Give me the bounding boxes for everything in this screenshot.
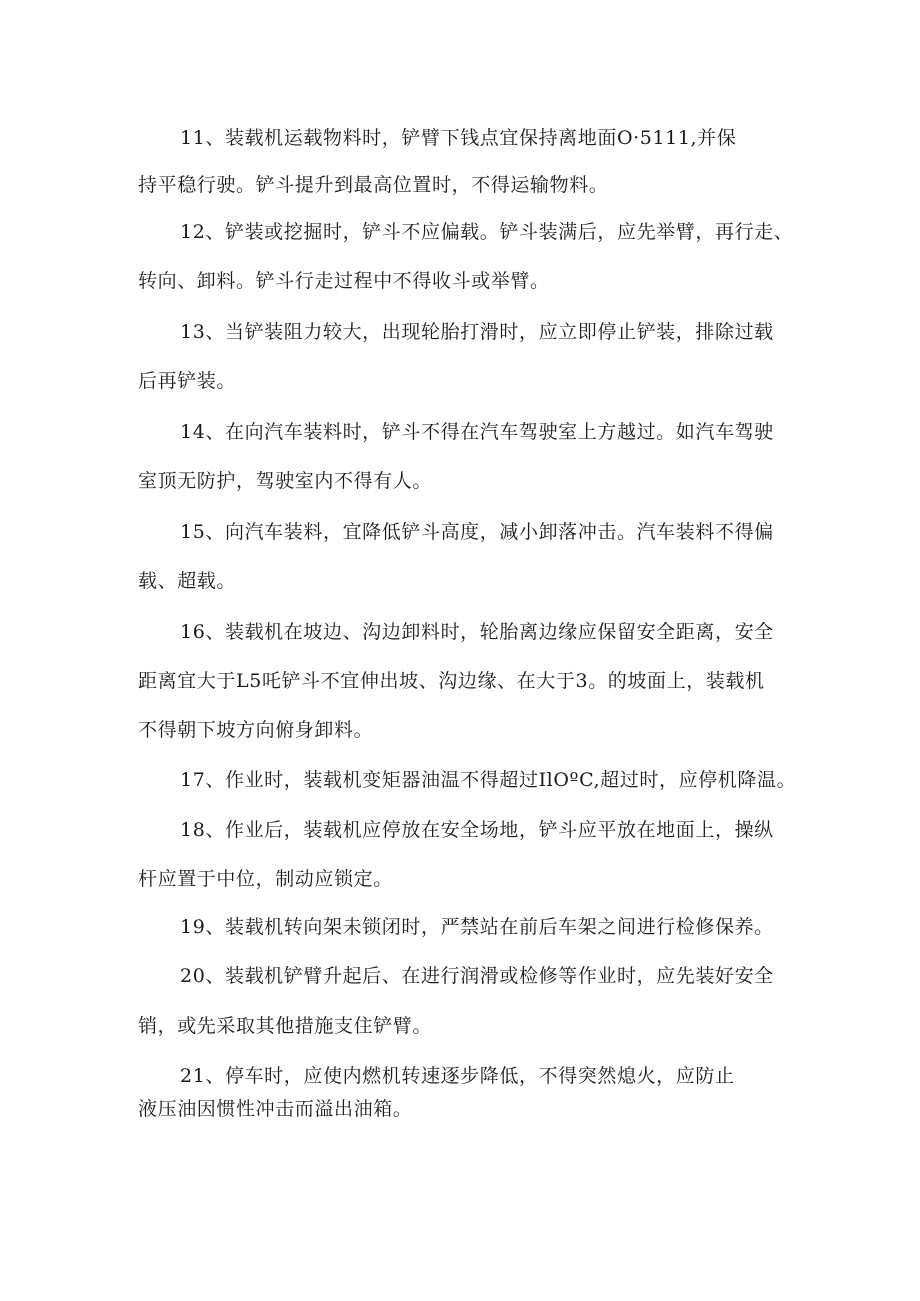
item-11-line-2: 持平稳行驶。铲斗提升到最高位置时，不得运输物料。 bbox=[138, 174, 609, 196]
item-17-line-1: 17、作业时，装载机变矩器油温不得超过IlOºC,超过时，应停机降温。 bbox=[180, 769, 797, 791]
item-21-line-1: 21、停车时，应使内燃机转速逐步降低，不得突然熄火，应防止 bbox=[180, 1065, 735, 1087]
item-20-line-2: 销，或先采取其他措施支住铲臂。 bbox=[138, 1015, 433, 1037]
item-14-line-2: 室顶无防护，驾驶室内不得有人。 bbox=[138, 470, 433, 492]
item-18-line-2: 杆应置于中位，制动应锁定。 bbox=[138, 868, 393, 890]
item-13-line-2: 后再铲装。 bbox=[138, 370, 237, 392]
item-18-line-1: 18、作业后，装载机应停放在安全场地，铲斗应平放在地面上，操纵 bbox=[180, 819, 774, 841]
item-11-line-1: 11、装载机运载物料时，铲臂下钱点宜保持离地面O·5111,并保 bbox=[180, 127, 737, 149]
item-20-line-1: 20、装载机铲臂升起后、在进行润滑或检修等作业时，应先装好安全 bbox=[180, 965, 774, 987]
item-12-line-2: 转向、卸料。铲斗行走过程中不得收斗或举臂。 bbox=[138, 270, 550, 292]
item-15-line-1: 15、向汽车装料，宜降低铲斗高度，减小卸落冲击。汽车装料不得偏 bbox=[180, 521, 774, 543]
item-13-line-1: 13、当铲装阻力较大，出现轮胎打滑时，应立即停止铲装，排除过载 bbox=[180, 321, 774, 343]
item-16-line-3: 不得朝下坡方向俯身卸料。 bbox=[138, 719, 374, 741]
item-12-line-1: 12、铲装或挖掘时，铲斗不应偏载。铲斗装满后，应先举臂，再行走、 bbox=[180, 221, 794, 243]
item-19-line-1: 19、装载机转向架未锁闭时，严禁站在前后车架之间进行检修保养。 bbox=[180, 916, 774, 938]
item-16-line-2: 距离宜大于L5吒铲斗不宜伸出坡、沟边缘、在大于3。的坡面上，装载机 bbox=[138, 670, 765, 692]
item-14-line-1: 14、在向汽车装料时，铲斗不得在汽车驾驶室上方越过。如汽车驾驶 bbox=[180, 421, 774, 443]
item-16-line-1: 16、装载机在坡边、沟边卸料时，轮胎离边缘应保留安全距离，安全 bbox=[180, 621, 774, 643]
item-15-line-2: 载、超载。 bbox=[138, 570, 237, 592]
item-21-line-2: 液压油因惯性冲击而溢出油箱。 bbox=[138, 1098, 413, 1120]
